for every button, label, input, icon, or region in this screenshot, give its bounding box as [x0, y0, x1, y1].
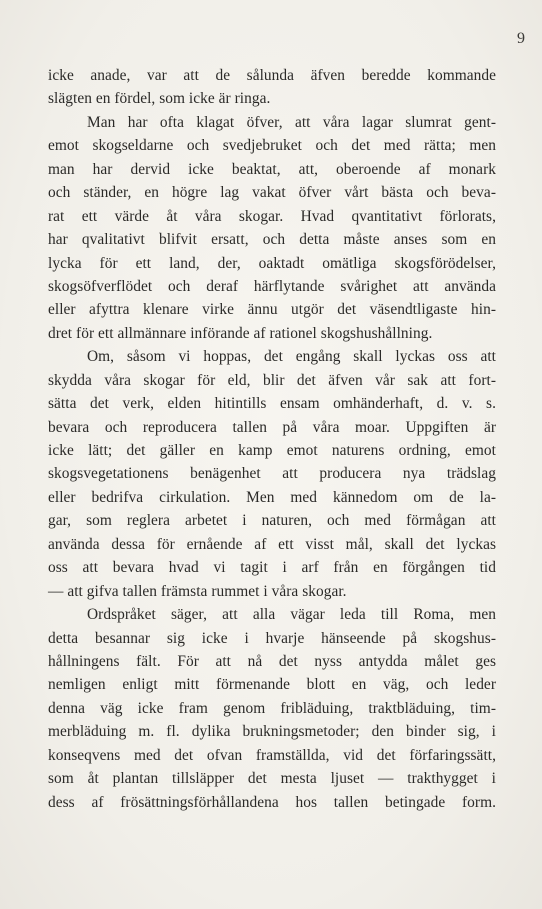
text-line: emot skogseldarne och svedjebruket och det med rätta; men: [48, 137, 496, 155]
text-line: oss att bevara hvad vi tagit i arf från en förgången tid: [48, 559, 496, 577]
text-line: har qvalitativt blifvit ersatt, och detta måste anses som en: [48, 231, 496, 249]
text-line: merbläduing m. fl. dylika brukningsmetoder; den binder sig, i: [48, 723, 496, 741]
page-number: 9: [517, 30, 525, 47]
text-line: slägten en fördel, som icke är ringa.: [48, 90, 271, 108]
text-line: dret för ett allmännare införande af rationel skogshushållning.: [48, 324, 433, 342]
text-line: — att gifva tallen främsta rummet i våra skogar.: [48, 582, 347, 600]
text-line: bevara och reproducera tallen på våra moar. Uppgiften är: [48, 418, 496, 436]
text-line: skogsöfverflödet och deraf härflytande svårighet att använda: [48, 277, 496, 295]
text-line: Ordspråket säger, att alla vägar leda till Roma, men: [87, 606, 496, 624]
text-line: skogsvegetationens benägenhet att producera nya trädslag: [48, 465, 496, 483]
text-line: denna väg icke fram genom fribläduing, traktbläduing, tim-: [48, 699, 496, 717]
text-line: konseqvens med det ofvan framställda, vid det förfaringssätt,: [48, 746, 496, 764]
text-line: eller afyttra klenare virke ännu utgör det väsendtligaste hin-: [48, 301, 496, 319]
text-line: som åt plantan tillsläpper det mesta ljuset — trakthygget i: [48, 770, 496, 788]
text-line: sätta det verk, elden hitintills ensam omhänderhaft, d. v. s.: [48, 395, 496, 413]
text-line: icke lätt; det gäller en kamp emot naturens ordning, emot: [48, 442, 496, 459]
text-line: använda dessa för ernående af ett visst mål, skall det lyckas: [48, 535, 496, 553]
text-line: Om, såsom vi hoppas, det engång skall lyckas oss att: [87, 348, 496, 366]
text-line: lycka för ett land, der, oaktadt omätliga skogsförödelser,: [48, 254, 496, 272]
text-line: hållningens fält. För att nå det nyss antydda målet ges: [48, 652, 496, 670]
text-line: eller bedrifva cirkulation. Men med kännedom om de la-: [48, 488, 496, 506]
text-line: och ständer, en högre lag vakat öfver vårt bästa och beva-: [48, 184, 496, 202]
text-line: skydda våra skogar för eld, blir det äfven vår sak att fort-: [48, 371, 496, 389]
body-text: [48, 64, 496, 814]
text-line: Man har ofta klagat öfver, att våra lagar slumrat gent-: [87, 113, 496, 131]
text-line: rat ett värde åt våra skogar. Hvad qvantitativt förlorats,: [48, 207, 496, 225]
text-line: gar, som reglera arbetet i naturen, och med förmågan att: [48, 512, 496, 530]
text-line: man har dervid icke beaktat, att, oberoende af monark: [48, 160, 496, 178]
text-line: icke anade, var att de sålunda äfven beredde kommande: [48, 67, 496, 84]
text-line: detta besannar sig icke i hvarje hänseende på skogshus-: [48, 629, 496, 647]
text-line: dess af frösättningsförhållandena hos tallen betingade form.: [48, 793, 496, 811]
text-line: nemligen enligt mitt förmenande blott en väg, och leder: [48, 676, 496, 694]
